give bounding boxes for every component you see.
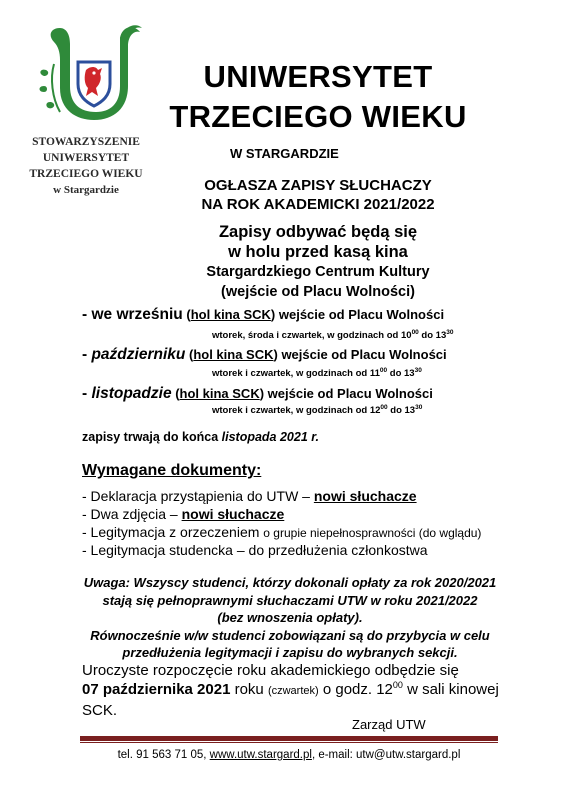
opening-time: o godz. 12 [318, 681, 393, 698]
organization-name [18, 134, 154, 198]
schedule-place: hol kina SCK [190, 307, 271, 322]
schedule-place: hol kina SCK [193, 347, 274, 362]
document-text: - Legitymacja z orzeczeniem [82, 524, 264, 540]
schedule-entrance: ) wejście od Placu Wolności [270, 307, 445, 322]
hours-to-min: 30 [446, 329, 454, 336]
schedule-september [82, 306, 444, 324]
opening-date: 07 października 2021 [82, 681, 231, 698]
org-line-1: STOWARZYSZENIE [32, 136, 140, 148]
documents-heading: Wymagane dokumenty: [82, 462, 262, 479]
schedule-paren: ( [171, 386, 180, 401]
hours-to: do 13 [387, 405, 416, 416]
document-text: - Legitymacja studencka – do przedłużenia członkostwa [82, 542, 428, 558]
footer-divider-thin [80, 742, 498, 743]
hours-to: do 13 [418, 330, 447, 341]
notice-line-3: (bez wnoszenia opłaty). [217, 610, 363, 625]
notice-line-2: stają się pełnoprawnymi słuchaczami UTW w roku 2021/2022 [102, 592, 478, 608]
document-item [82, 505, 284, 523]
opening-time-min: 00 [392, 680, 403, 690]
page-title-line-1: UNIWERSYTET [203, 59, 433, 94]
hours-from-min: 00 [379, 367, 388, 374]
footer-divider [80, 736, 498, 741]
org-line-3: TRZECIEGO WIEKU [29, 168, 143, 180]
schedule-dash: - [82, 385, 92, 402]
footer-email: , e-mail: utw@utw.stargard.pl [311, 749, 461, 761]
schedule-october-hours [212, 368, 422, 379]
page-title-line-2: TRZECIEGO WIEKU [169, 99, 467, 134]
hours-from-min: 00 [380, 404, 388, 411]
page-subtitle-city: W STARGARDZIE [230, 146, 339, 161]
schedule-month: październiku [91, 346, 186, 363]
footer-website-link[interactable]: www.utw.stargard.pl [209, 749, 312, 761]
utw-logo [36, 18, 146, 128]
hours-days: wtorek, środa i czwartek, w godzinach od 10 [212, 330, 412, 341]
schedule-november-hours [212, 405, 422, 416]
announcement [148, 176, 488, 214]
document-text: - Deklaracja przystąpienia do UTW – [82, 488, 314, 504]
schedule-place: hol kina SCK [179, 386, 260, 401]
document-text: - Dwa zdjęcia – [82, 506, 182, 522]
org-line-4: w Stargardzie [53, 184, 119, 196]
hours-days: wtorek i czwartek, w godzinach od 11 [212, 368, 380, 379]
document-emphasis: nowi słuchacze [181, 506, 285, 522]
document-item [82, 523, 481, 542]
location-line-2: w holu przed kasą kina [228, 243, 408, 261]
duration-prefix: zapisy trwają do końca [82, 430, 222, 444]
location-line-1: Zapisy odbywać będą się [218, 223, 418, 241]
utw-logo-icon [36, 18, 146, 128]
registration-location [148, 222, 488, 302]
schedule-entrance: ) wejście od Placu Wolności [259, 386, 433, 401]
document-item [82, 487, 417, 505]
document-small-text: o grupie niepełnosprawności (do wglądu) [263, 526, 482, 540]
hours-to: do 13 [387, 368, 415, 379]
schedule-entrance: ) wejście od Placu Wolności [273, 347, 447, 362]
announcement-line-2: NA ROK AKADEMICKI 2021/2022 [201, 196, 435, 213]
schedule-november [82, 385, 433, 403]
hours-days: wtorek i czwartek, w godzinach od 12 [212, 405, 381, 416]
announcement-line-1: OGŁASZA ZAPISY SŁUCHACZY [204, 177, 432, 194]
hours-to-min: 30 [414, 367, 422, 374]
opening-rok: roku [230, 681, 268, 698]
notice-line-1: Uwaga: Wszyscy studenci, którzy dokonali opłaty za rok 2020/2021 [83, 575, 497, 590]
document-emphasis: nowi słuchacze [313, 488, 417, 504]
opening-line-3: SCK. [82, 702, 118, 719]
location-line-3: Stargardzkiego Centrum Kultury [206, 264, 430, 280]
schedule-month: we wrześniu [91, 306, 183, 323]
schedule-dash: - [82, 306, 92, 323]
duration-end: listopada 2021 r. [221, 430, 319, 444]
schedule-september-hours [212, 330, 453, 341]
signature: Zarząd UTW [352, 717, 426, 732]
schedule-paren: ( [182, 307, 191, 322]
schedule-dash: - [82, 346, 92, 363]
footer-contact [80, 749, 498, 761]
opening-place: w sali kinowej [402, 681, 499, 698]
schedule-paren: ( [185, 347, 194, 362]
notice [70, 574, 510, 662]
opening-ceremony [82, 661, 522, 720]
notice-line-4: Równocześnie w/w studenci zobowiązani są do przybycia w celu [90, 627, 490, 643]
location-line-4: (wejście od Placu Wolności) [221, 284, 415, 300]
org-line-2: UNIWERSYTET [42, 152, 130, 164]
opening-line-1: Uroczyste rozpoczęcie roku akademickiego odbędzie się [82, 662, 459, 679]
hours-to-min: 30 [415, 404, 423, 411]
opening-weekday: (czwartek) [267, 685, 319, 697]
document-item [82, 541, 428, 559]
schedule-month: listopadzie [91, 385, 172, 402]
hours-from-min: 00 [411, 329, 419, 336]
opening-line-2 [82, 680, 522, 701]
notice-line-5: przedłużenia legitymacji i zapisu do wybranych sekcji. [122, 645, 458, 660]
registration-duration [82, 430, 319, 444]
schedule-october [82, 346, 447, 364]
footer-phone: tel. 91 563 71 05, [117, 749, 210, 761]
